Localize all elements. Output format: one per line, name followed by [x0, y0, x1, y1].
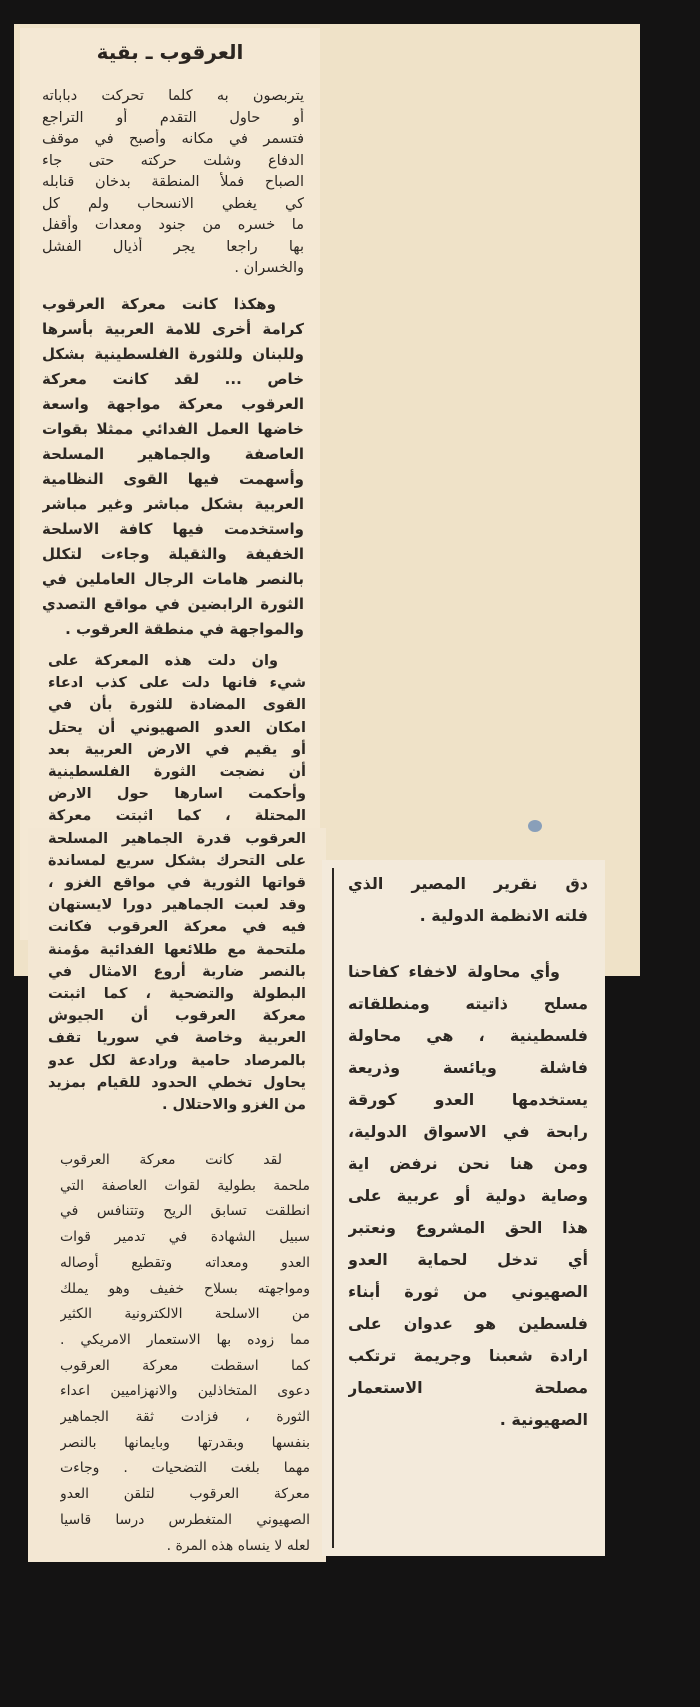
paragraph-4: [60, 1148, 310, 1559]
text-line: الصهيوني من ثورة أبناء: [348, 1282, 588, 1301]
text-line: من الغزو والاحتلال .: [161, 1097, 306, 1114]
text-line: بالمرصاد حامية ورادعة لكل عدو: [48, 1052, 306, 1069]
text-line: سبيل الشهادة في تدمير قوات: [60, 1229, 310, 1246]
text-line: فلسطين هو عدوان على: [348, 1314, 588, 1333]
text-line: يستخدمها العدو كورقة: [348, 1090, 588, 1109]
paragraph-1: [42, 86, 304, 280]
text-line: وأسهمت فيها القوى النظامية: [42, 470, 304, 488]
text-line: المحتلة ، كما اثبتت معركة: [48, 808, 306, 825]
text-line: وللبنان وللثورة الفلسطينية بشكل: [42, 345, 304, 363]
text-line: العرقوب قدرة الجماهير المسلحة: [48, 830, 306, 847]
right-paragraph-2: [348, 956, 588, 1436]
text-line: دعوى المتخاذلين والانهزاميين اعداء: [60, 1383, 310, 1400]
text-line: من الاسلحة الالكترونية الكثير: [60, 1306, 310, 1323]
text-line: ملحمة بطولية لقوات العاصفة التي: [60, 1177, 310, 1194]
text-line: واستخدمت فيها كافة الاسلحة: [42, 520, 304, 538]
text-line: الدفاع وشلت حركته حتى جاء: [42, 152, 304, 169]
text-line: امكان العدو الصهيوني أن يحتل: [48, 719, 306, 736]
text-line: والخسران .: [234, 260, 304, 276]
text-line: قواتها الثورية في مواقع الغزو ،: [48, 875, 306, 892]
text-line: الثورة الرابضين في مواقع التصدي: [42, 595, 304, 613]
text-line: وان دلت هذه المعركة على: [48, 653, 278, 669]
text-line: ما خسره من جنود ومعدات وأقفل: [42, 217, 304, 233]
text-line: معركة العرقوب أن الجيوش: [48, 1008, 306, 1025]
text-line: كي يغطي الانسحاب ولم كل: [42, 195, 304, 212]
text-line: العدو ومعداته وتقطيع أوصاله: [60, 1254, 310, 1271]
text-line: على التحرك بشكل سريع لمساندة: [48, 852, 306, 869]
text-line: دق نقرير المصير الذي: [348, 874, 588, 893]
text-line: فلسطينية ، هي محاولة: [348, 1026, 588, 1045]
text-line: كرامة أخرى للامة العربية بأسرها: [42, 320, 304, 338]
text-line: رابحة في الاسواق الدولية،: [348, 1122, 588, 1141]
text-line: وهكذا كانت معركة العرقوب: [42, 295, 276, 313]
text-line: يتربصون به كلما تحركت دباباته: [42, 88, 304, 104]
text-line: بالنصر هامات الرجال العاملين في: [42, 570, 304, 588]
paragraph-3: [48, 650, 306, 1116]
text-line: ملتحمة مع طلائعها الفدائية مؤمنة: [48, 941, 306, 958]
text-line: بالنصر ضاربة أروع الامثال في: [48, 963, 306, 980]
text-line: مما زوده بها الاستعمار الامريكي .: [60, 1331, 310, 1348]
text-line: لعله لا ينساه هذه المرة .: [166, 1537, 310, 1554]
text-line: الصهيوني المتغطرس درسا قاسيا: [60, 1511, 310, 1528]
text-line: الثورة ، فزادت ثقة الجماهير: [60, 1409, 310, 1426]
text-line: هذا الحق المشروع ونعتبر: [348, 1218, 588, 1237]
text-line: بها راجعا يجر أذيال الفشل: [42, 238, 304, 255]
text-line: والمواجهة في منطقة العرقوب .: [65, 620, 304, 638]
text-line: وصاية دولية أو عربية على: [348, 1186, 588, 1205]
right-paragraph-1: [348, 868, 588, 932]
text-line: ومن هنا نحن نرفض اية: [348, 1154, 588, 1173]
text-line: يحاول تخطي الحدود للقيام بمزيد: [48, 1074, 306, 1091]
text-line: مصلحة الاستعمار: [348, 1378, 588, 1397]
text-line: القوى المضادة للثورة بأن في: [48, 697, 306, 714]
text-line: أو حاول التقدم أو التراجع: [42, 109, 304, 126]
text-line: مسلح ذاتيته ومنطلقاته: [348, 994, 588, 1013]
text-line: الخفيفة والثقيلة وجاءت لتكلل: [42, 545, 304, 563]
text-line: فاشلة ويائسة وذريعة: [348, 1058, 588, 1077]
article-title: العرقوب ـ بقية: [96, 40, 244, 64]
paragraph-2: [42, 292, 304, 642]
text-line: انطلقت تسابق الريح وتتنافس في: [60, 1203, 310, 1220]
text-line: العربية وخاصة في سوريا تقف: [48, 1030, 306, 1047]
text-line: الصباح فملأ المنطقة بدخان قنابله: [42, 174, 304, 190]
text-line: كما اسقطت معركة العرقوب: [60, 1357, 310, 1374]
text-line: شيء فانها دلت على كذب ادعاء: [48, 675, 306, 692]
text-line: ومواجهته بسلاح خفيف وهو يملك: [60, 1280, 310, 1297]
text-line: أو يقيم في الارض العربية بعد: [48, 741, 306, 758]
text-line: فتسمر في مكانه وأصبح في موقف: [42, 131, 304, 147]
text-line: بنفسها وبقدرتها وبايمانها بالنصر: [60, 1434, 310, 1451]
text-line: العرقوب معركة مواجهة واسعة: [42, 395, 304, 413]
text-line: خاص ... لقد كانت معركة: [42, 370, 304, 388]
text-line: العربية بشكل مباشر وغير مباشر: [42, 495, 304, 513]
text-line: البطولة والتضحية ، كما اثبتت: [48, 986, 306, 1003]
text-line: وأي محاولة لاخفاء كفاحنا: [348, 962, 560, 981]
text-line: وأحكمت اسارها حول الارض: [48, 786, 306, 803]
text-line: أي تدخل لحماية العدو: [348, 1250, 588, 1269]
column-rule: [332, 868, 334, 1548]
text-line: أن نضجت الثورة الفلسطينية: [48, 764, 306, 781]
text-line: العاصفة والجماهير المسلحة: [42, 445, 304, 463]
text-line: وقد لعبت الجماهير دورا لايستهان: [48, 897, 306, 914]
text-line: مهما بلغت التضحيات . وجاءت: [60, 1460, 310, 1477]
text-line: ارادة شعبنا وجريمة ترتكب: [348, 1346, 588, 1365]
ink-stain: [528, 820, 542, 832]
text-line: فلته الانظمة الدولية .: [419, 906, 588, 925]
text-line: لقد كانت معركة العرقوب: [60, 1152, 282, 1168]
text-line: خاضها العمل الفدائي ممثلا بقوات: [42, 420, 304, 438]
text-line: فيه في معركة العرقوب فكانت: [48, 919, 306, 936]
text-line: معركة العرقوب لتلقن العدو: [60, 1486, 310, 1503]
text-line: الصهيونية .: [499, 1410, 588, 1429]
